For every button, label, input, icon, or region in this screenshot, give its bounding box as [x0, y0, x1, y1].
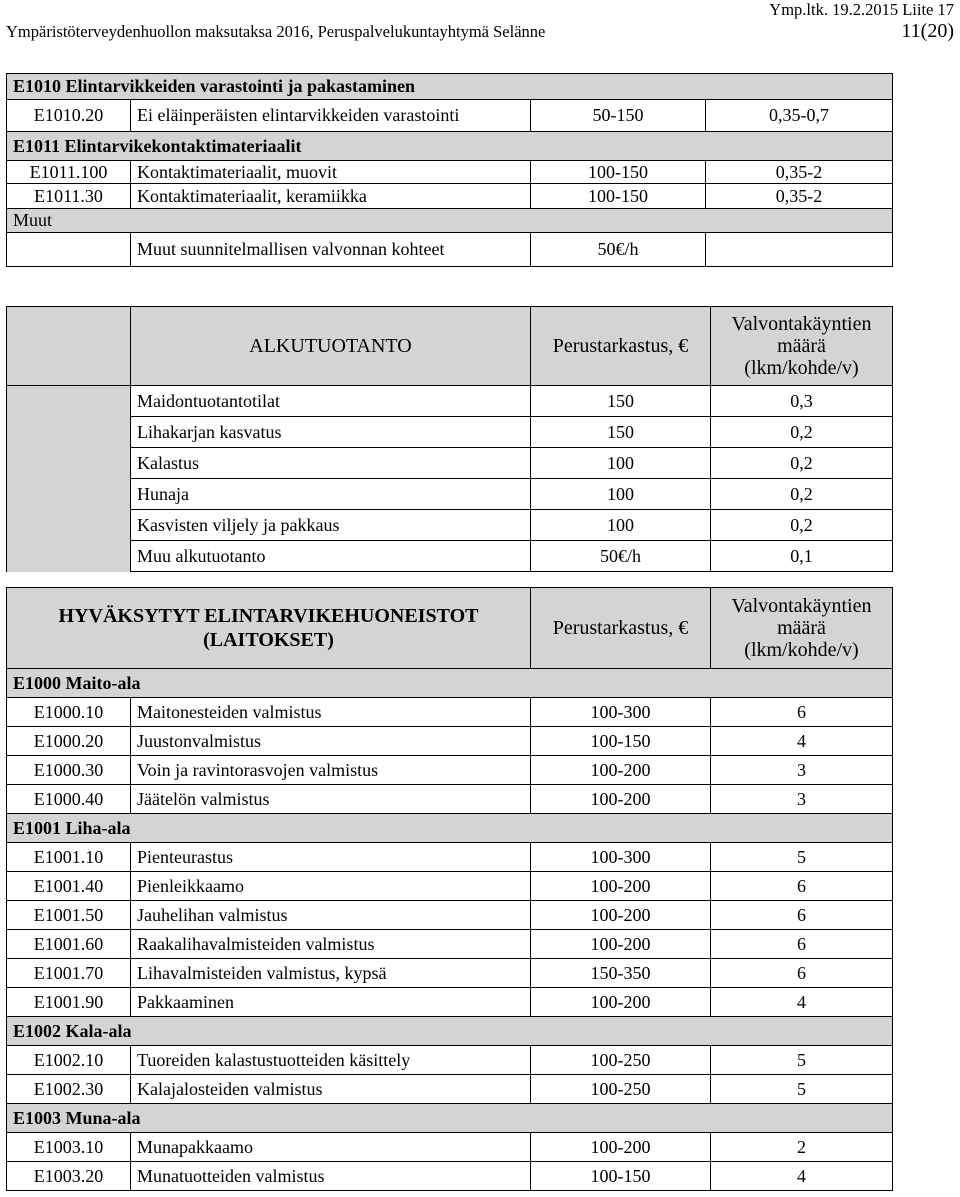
section-row [7, 669, 893, 698]
table-row [7, 161, 893, 184]
row-code: E1002.30 [7, 1075, 131, 1104]
section-row [7, 209, 893, 233]
table-row [7, 1075, 893, 1104]
section-title: E1010 Elintarvikkeiden varastointi ja pakastaminen [7, 74, 893, 100]
row-spacer [7, 386, 131, 417]
row-code: E1000.40 [7, 785, 131, 814]
row-name: Kalastus [131, 448, 531, 479]
row-spacer [7, 541, 131, 572]
row-spacer [7, 510, 131, 541]
row-name: Raakalihavalmisteiden valmistus [131, 930, 531, 959]
row-code: E1000.10 [7, 698, 131, 727]
row-name: Maitonesteiden valmistus [131, 698, 531, 727]
row-visits: 6 [711, 959, 893, 988]
alku-header-blank [7, 307, 131, 386]
row-name: Hunaja [131, 479, 531, 510]
row-fee: 100-200 [531, 901, 711, 930]
laitos-visits-header: Valvontakäyntien määrä (lkm/kohde/v) [711, 588, 893, 669]
row-code: E1001.70 [7, 959, 131, 988]
row-name: Munatuotteiden valmistus [131, 1162, 531, 1191]
laitos-title: HYVÄKSYTYT ELINTARVIKEHUONEISTOT (LAITOKSET) [7, 588, 531, 669]
row-fee: 100 [531, 479, 711, 510]
section-title: E1001 Liha-ala [7, 814, 893, 843]
section-title: Muut [7, 209, 893, 233]
page-header-ref: Ymp.ltk. 19.2.2015 Liite 17 [769, 0, 954, 19]
table-alkutuotanto [6, 306, 893, 572]
table-row [7, 448, 893, 479]
row-name: Kontaktimateriaalit, muovit [131, 161, 531, 184]
row-code: E1011.100 [7, 161, 131, 184]
row-name: Ei eläinperäisten elintarvikkeiden varastointi [131, 100, 531, 132]
table-row [7, 417, 893, 448]
row-code [7, 233, 131, 267]
table-row [7, 1046, 893, 1075]
section-row [7, 132, 893, 161]
row-visits: 3 [711, 785, 893, 814]
row-fee: 100-300 [531, 843, 711, 872]
table-row [7, 541, 893, 572]
row-visits: 0,35-0,7 [706, 100, 893, 132]
row-visits: 5 [711, 1075, 893, 1104]
row-visits: 0,1 [711, 541, 893, 572]
section-row [7, 1017, 893, 1046]
table-laitokset [6, 587, 893, 1191]
row-spacer [7, 479, 131, 510]
row-visits: 5 [711, 1046, 893, 1075]
alku-fee-header: Perustarkastus, € [531, 307, 711, 386]
row-fee: 100-300 [531, 698, 711, 727]
row-visits: 0,2 [711, 417, 893, 448]
section-row [7, 1104, 893, 1133]
row-name: Pienleikkaamo [131, 872, 531, 901]
table-row [7, 872, 893, 901]
row-fee: 100-250 [531, 1075, 711, 1104]
row-name: Voin ja ravintorasvojen valmistus [131, 756, 531, 785]
laitos-fee-header: Perustarkastus, € [531, 588, 711, 669]
row-fee: 100-250 [531, 1046, 711, 1075]
section-row [7, 74, 893, 100]
row-code: E1010.20 [7, 100, 131, 132]
alku-title: ALKUTUOTANTO [131, 307, 531, 386]
row-fee: 100-150 [531, 184, 706, 209]
table-row [7, 843, 893, 872]
row-fee: 100-200 [531, 872, 711, 901]
row-visits: 0,3 [711, 386, 893, 417]
page-header-left: Ympäristöterveydenhuollon maksutaksa 2016, Peruspalvelukuntayhtymä Selänne [6, 22, 546, 41]
row-fee: 150 [531, 417, 711, 448]
row-name: Kasvisten viljely ja pakkaus [131, 510, 531, 541]
row-visits: 0,2 [711, 479, 893, 510]
row-visits: 0,2 [711, 448, 893, 479]
row-fee: 100-150 [531, 1162, 711, 1191]
row-code: E1000.20 [7, 727, 131, 756]
row-fee: 100 [531, 448, 711, 479]
row-name: Juustonvalmistus [131, 727, 531, 756]
row-code: E1001.60 [7, 930, 131, 959]
table-row [7, 100, 893, 132]
row-code: E1001.40 [7, 872, 131, 901]
row-name: Tuoreiden kalastustuotteiden käsittely [131, 1046, 531, 1075]
row-fee: 100-150 [531, 161, 706, 184]
row-visits: 5 [711, 843, 893, 872]
row-code: E1001.50 [7, 901, 131, 930]
section-title: E1002 Kala-ala [7, 1017, 893, 1046]
table-row [7, 1133, 893, 1162]
table-top [6, 73, 893, 267]
row-fee: 50€/h [531, 233, 706, 267]
table-row [7, 184, 893, 209]
row-visits: 3 [711, 756, 893, 785]
row-code: E1011.30 [7, 184, 131, 209]
row-name: Jäätelön valmistus [131, 785, 531, 814]
section-row [7, 814, 893, 843]
row-name: Pakkaaminen [131, 988, 531, 1017]
table-row [7, 1162, 893, 1191]
row-visits: 6 [711, 872, 893, 901]
row-visits: 0,35-2 [706, 161, 893, 184]
table-row [7, 901, 893, 930]
row-visits: 4 [711, 988, 893, 1017]
row-code: E1003.20 [7, 1162, 131, 1191]
row-visits: 6 [711, 698, 893, 727]
row-name: Kontaktimateriaalit, keramiikka [131, 184, 531, 209]
table-row [7, 988, 893, 1017]
row-fee: 100-200 [531, 930, 711, 959]
row-code: E1001.10 [7, 843, 131, 872]
row-fee: 100-200 [531, 1133, 711, 1162]
row-name: Lihakarjan kasvatus [131, 417, 531, 448]
row-visits: 0,2 [711, 510, 893, 541]
row-fee: 150-350 [531, 959, 711, 988]
row-visits: 2 [711, 1133, 893, 1162]
row-fee: 50€/h [531, 541, 711, 572]
row-visits: 4 [711, 727, 893, 756]
section-title: E1000 Maito-ala [7, 669, 893, 698]
row-visits: 6 [711, 930, 893, 959]
row-name: Munapakkaamo [131, 1133, 531, 1162]
row-fee: 100-200 [531, 988, 711, 1017]
table-row [7, 386, 893, 417]
table-row [7, 233, 893, 267]
table-row [7, 785, 893, 814]
row-name: Pienteurastus [131, 843, 531, 872]
table-row [7, 930, 893, 959]
row-name: Lihavalmisteiden valmistus, kypsä [131, 959, 531, 988]
row-code: E1003.10 [7, 1133, 131, 1162]
section-title: E1003 Muna-ala [7, 1104, 893, 1133]
row-spacer [7, 448, 131, 479]
row-name: Maidontuotantotilat [131, 386, 531, 417]
section-title: E1011 Elintarvikekontaktimateriaalit [7, 132, 893, 161]
table-row [7, 756, 893, 785]
row-fee: 100-200 [531, 756, 711, 785]
row-name: Jauhelihan valmistus [131, 901, 531, 930]
row-spacer [7, 417, 131, 448]
table-row [7, 479, 893, 510]
row-fee: 100 [531, 510, 711, 541]
table-row [7, 510, 893, 541]
row-code: E1000.30 [7, 756, 131, 785]
page-number: 11(20) [901, 20, 954, 42]
row-fee: 100-150 [531, 727, 711, 756]
row-code: E1002.10 [7, 1046, 131, 1075]
row-visits: 4 [711, 1162, 893, 1191]
row-visits [706, 233, 893, 267]
table-row [7, 727, 893, 756]
row-name: Muu alkutuotanto [131, 541, 531, 572]
row-fee: 100-200 [531, 785, 711, 814]
row-fee: 150 [531, 386, 711, 417]
row-name: Kalajalosteiden valmistus [131, 1075, 531, 1104]
table-row [7, 959, 893, 988]
alku-visits-header: Valvontakäyntien määrä (lkm/kohde/v) [711, 307, 893, 386]
row-visits: 6 [711, 901, 893, 930]
row-fee: 50-150 [531, 100, 706, 132]
row-code: E1001.90 [7, 988, 131, 1017]
table-row [7, 698, 893, 727]
row-name: Muut suunnitelmallisen valvonnan kohteet [131, 233, 531, 267]
row-visits: 0,35-2 [706, 184, 893, 209]
